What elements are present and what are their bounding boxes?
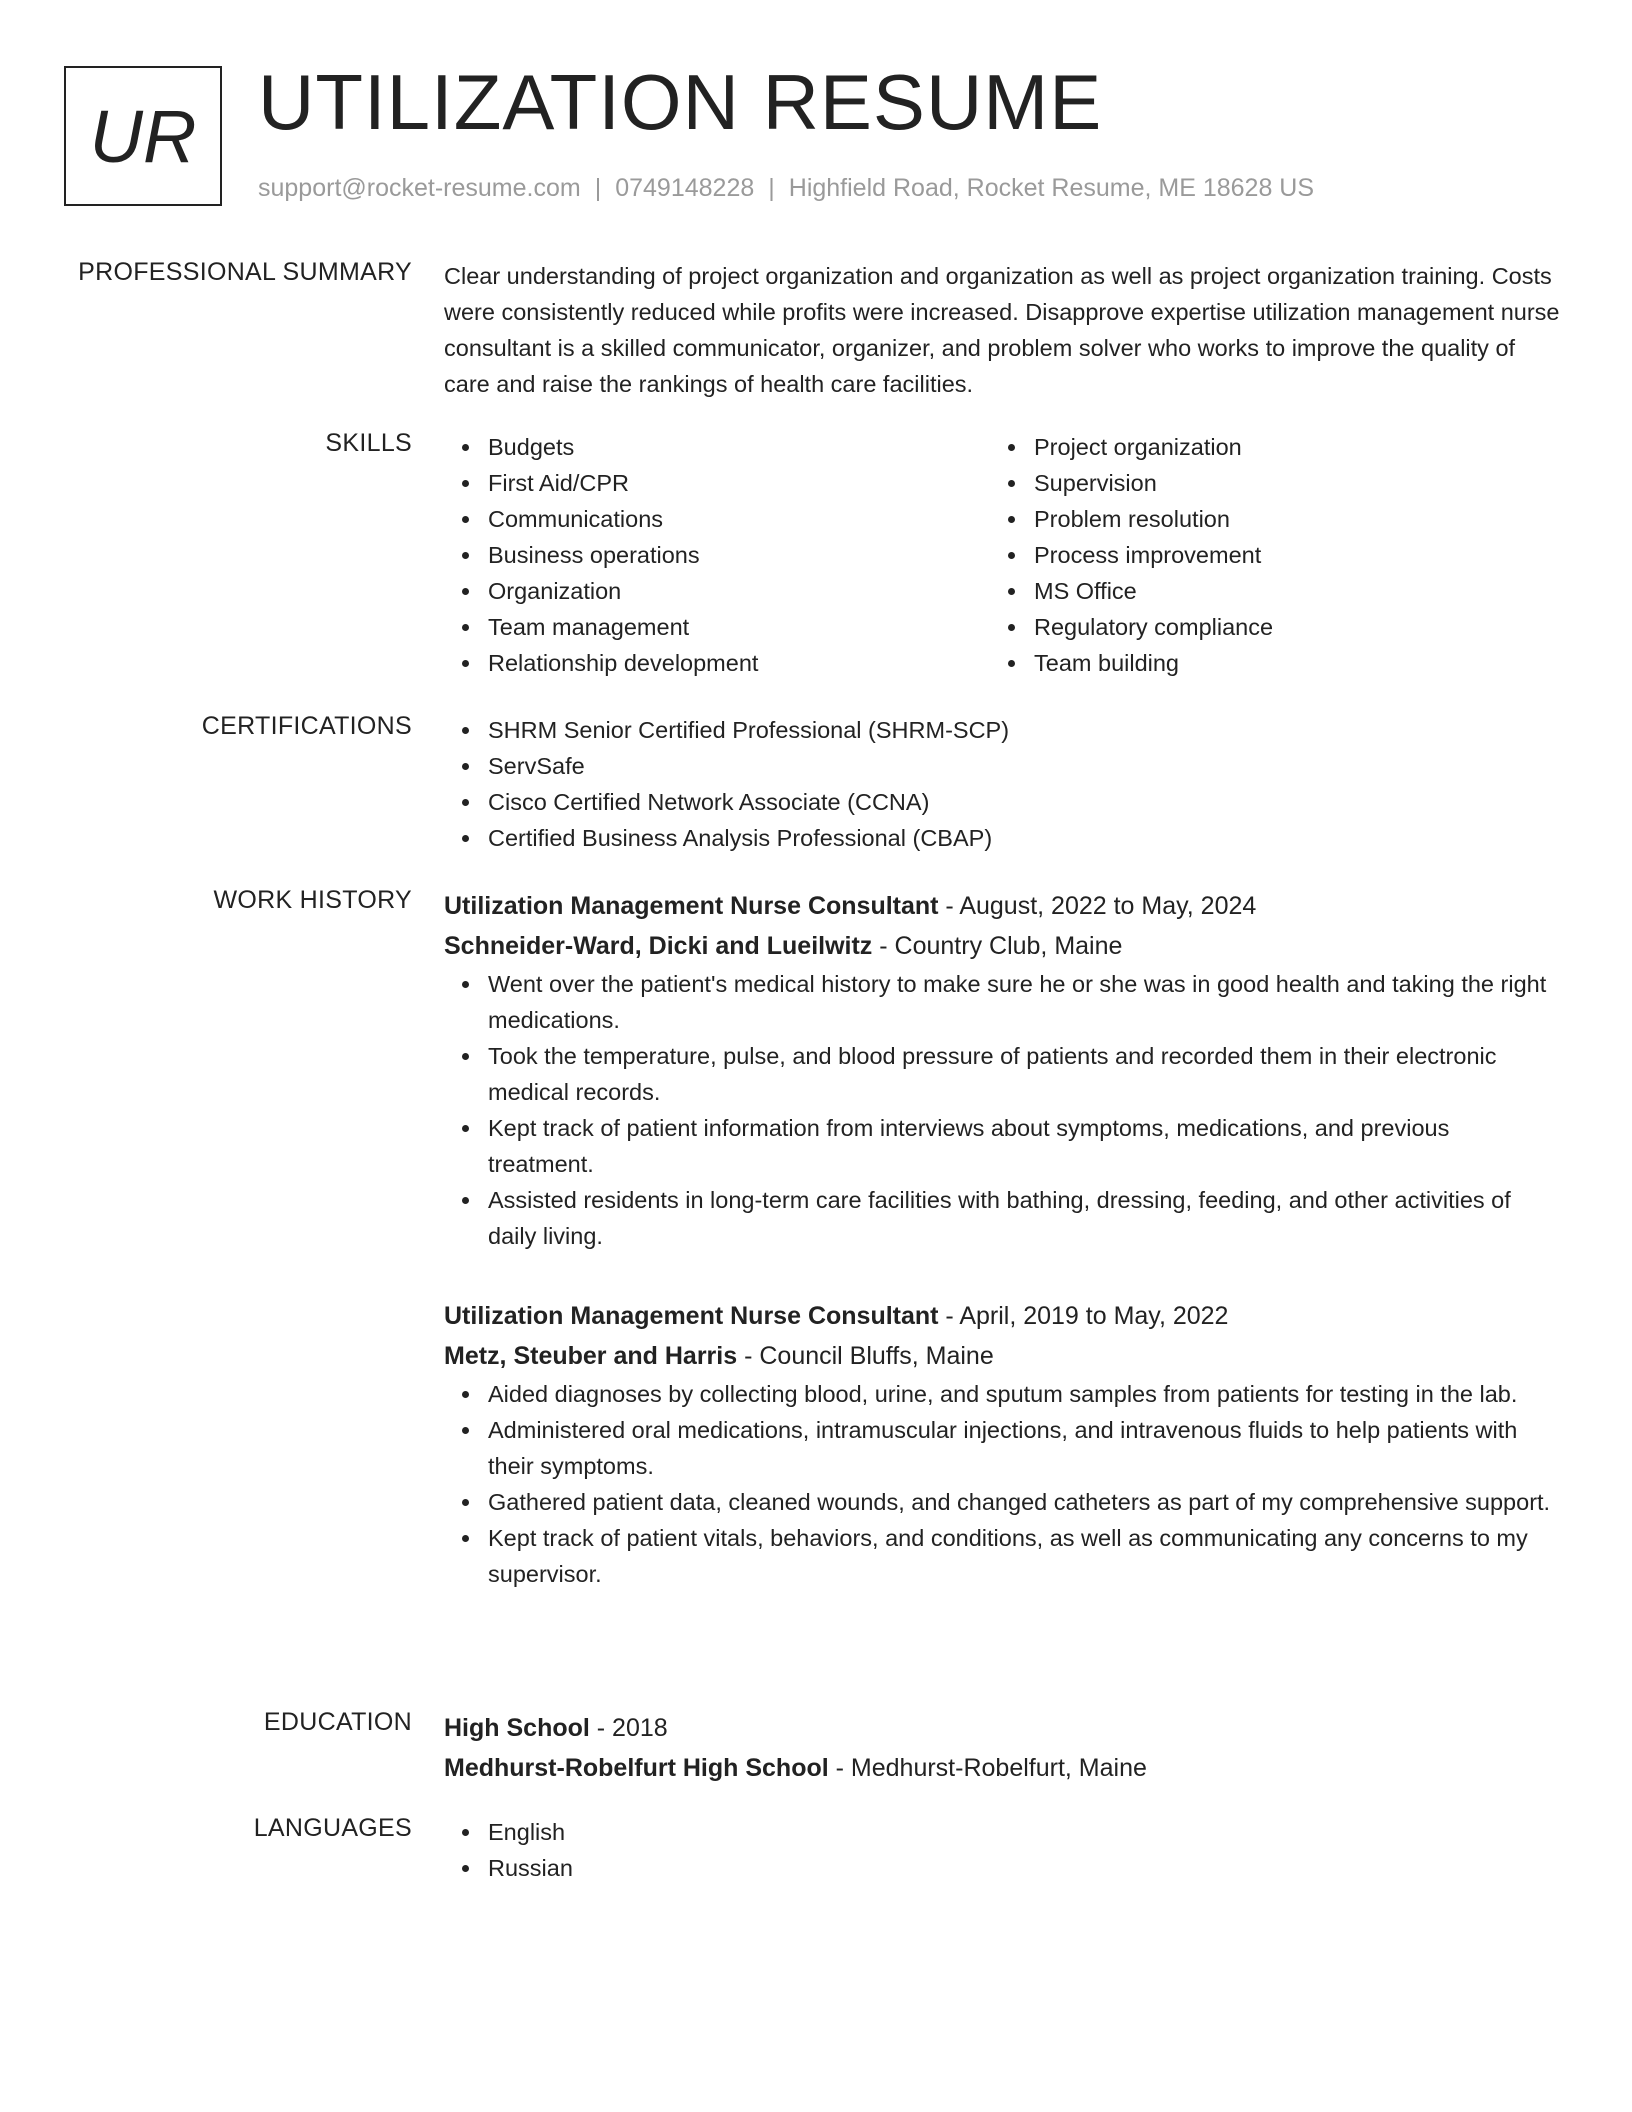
job-title-line [444, 1296, 1560, 1336]
certification-item: Cisco Certified Network Associate (CCNA) [488, 784, 1560, 820]
skill-item: Relationship development [488, 645, 990, 681]
certification-item: SHRM Senior Certified Professional (SHRM-SCP) [488, 712, 1560, 748]
job-title: Utilization Management Nurse Consultant [444, 892, 939, 920]
job-company-line [444, 926, 1560, 966]
skill-item: Problem resolution [1034, 501, 1536, 537]
skills-column-left [444, 429, 990, 681]
skill-item: Process improvement [1034, 537, 1536, 573]
certification-item: Certified Business Analysis Professional (CBAP) [488, 820, 1560, 856]
skill-item: First Aid/CPR [488, 465, 990, 501]
certification-item: ServSafe [488, 748, 1560, 784]
job-bullet: Took the temperature, pulse, and blood pressure of patients and recorded them in their electronic medical records. [488, 1038, 1560, 1110]
job-dates: - April, 2019 to May, 2022 [938, 1302, 1229, 1330]
job-title: Utilization Management Nurse Consultant [444, 1302, 939, 1330]
language-item: English [488, 1814, 1560, 1850]
job-bullet: Gathered patient data, cleaned wounds, and changed catheters as part of my comprehensive support. [488, 1484, 1560, 1520]
section-label-certifications: CERTIFICATIONS [201, 712, 412, 740]
skill-item: Organization [488, 573, 990, 609]
summary-text: Clear understanding of project organization and organization as well as project organization training. Costs were consistently reduced while profits were increased. Disapprove expertise utilization management nurse consultant is a skilled communicator, organizer, and problem solver who works to improve the quality of care and raise the rankings of health care facilities. [444, 263, 1560, 397]
job-bullets [444, 966, 1560, 1254]
monogram-initials: UR [89, 94, 197, 178]
skill-item: Budgets [488, 429, 990, 465]
skill-item: Communications [488, 501, 990, 537]
job-entry [444, 886, 1560, 1254]
skill-item: Project organization [1034, 429, 1536, 465]
section-label-languages: LANGUAGES [253, 1814, 412, 1842]
education-school-line [444, 1748, 1560, 1788]
skills-column-right [990, 429, 1536, 681]
skill-item: Team management [488, 609, 990, 645]
section-label-education: EDUCATION [263, 1708, 412, 1736]
certifications-list [444, 712, 1560, 856]
job-bullet: Aided diagnoses by collecting blood, urine, and sputum samples from patients for testing in the lab. [488, 1376, 1560, 1412]
job-bullet: Kept track of patient vitals, behaviors, and conditions, as well as communicating any concerns to my supervisor. [488, 1520, 1560, 1592]
skill-item: Supervision [1034, 465, 1536, 501]
contact-line [258, 174, 1314, 203]
skill-item: Regulatory compliance [1034, 609, 1536, 645]
education-school: Medhurst-Robelfurt High School [444, 1754, 829, 1782]
job-bullet: Kept track of patient information from interviews about symptoms, medications, and previous treatment. [488, 1110, 1560, 1182]
job-bullets [444, 1376, 1560, 1592]
job-bullet: Administered oral medications, intramuscular injections, and intravenous fluids to help patients with their symptoms. [488, 1412, 1560, 1484]
contact-separator: | [594, 174, 602, 202]
skill-item: MS Office [1034, 573, 1536, 609]
job-location: - Country Club, Maine [872, 932, 1123, 960]
contact-separator: | [768, 174, 775, 202]
job-company: Metz, Steuber and Harris [444, 1342, 738, 1370]
monogram [64, 66, 222, 206]
job-company-line [444, 1336, 1560, 1376]
job-title-line [444, 886, 1560, 926]
job-company: Schneider-Ward, Dicki and Lueilwitz [444, 932, 873, 960]
section-label-summary: PROFESSIONAL SUMMARY [78, 258, 412, 286]
section-label-work: WORK HISTORY [213, 886, 412, 914]
resume-name: UTILIZATION RESUME [258, 58, 1103, 146]
summary-body [444, 258, 1560, 402]
job-dates: - August, 2022 to May, 2024 [938, 892, 1257, 920]
contact-phone: 0749148228 [615, 174, 755, 202]
contact-address: Highfield Road, Rocket Resume, ME 18628 US [788, 174, 1315, 202]
skill-item: Team building [1034, 645, 1536, 681]
education-degree: High School [444, 1714, 590, 1742]
contact-email: support@rocket-resume.com [258, 174, 581, 202]
job-location: - Council Bluffs, Maine [737, 1342, 994, 1370]
education-body [444, 1708, 1560, 1788]
job-bullet: Assisted residents in long-term care facilities with bathing, dressing, feeding, and other activities of daily living. [488, 1182, 1560, 1254]
education-location: - Medhurst-Robelfurt, Maine [828, 1754, 1147, 1782]
language-item: Russian [488, 1850, 1560, 1886]
work-body [444, 886, 1560, 1634]
job-bullet: Went over the patient's medical history to make sure he or she was in good health and taking the right medications. [488, 966, 1560, 1038]
skill-item: Business operations [488, 537, 990, 573]
languages-list [444, 1814, 1560, 1886]
skills-list [444, 429, 1560, 681]
education-year: - 2018 [589, 1714, 668, 1742]
section-label-skills: SKILLS [325, 429, 412, 457]
job-entry [444, 1296, 1560, 1592]
education-degree-line [444, 1708, 1560, 1748]
